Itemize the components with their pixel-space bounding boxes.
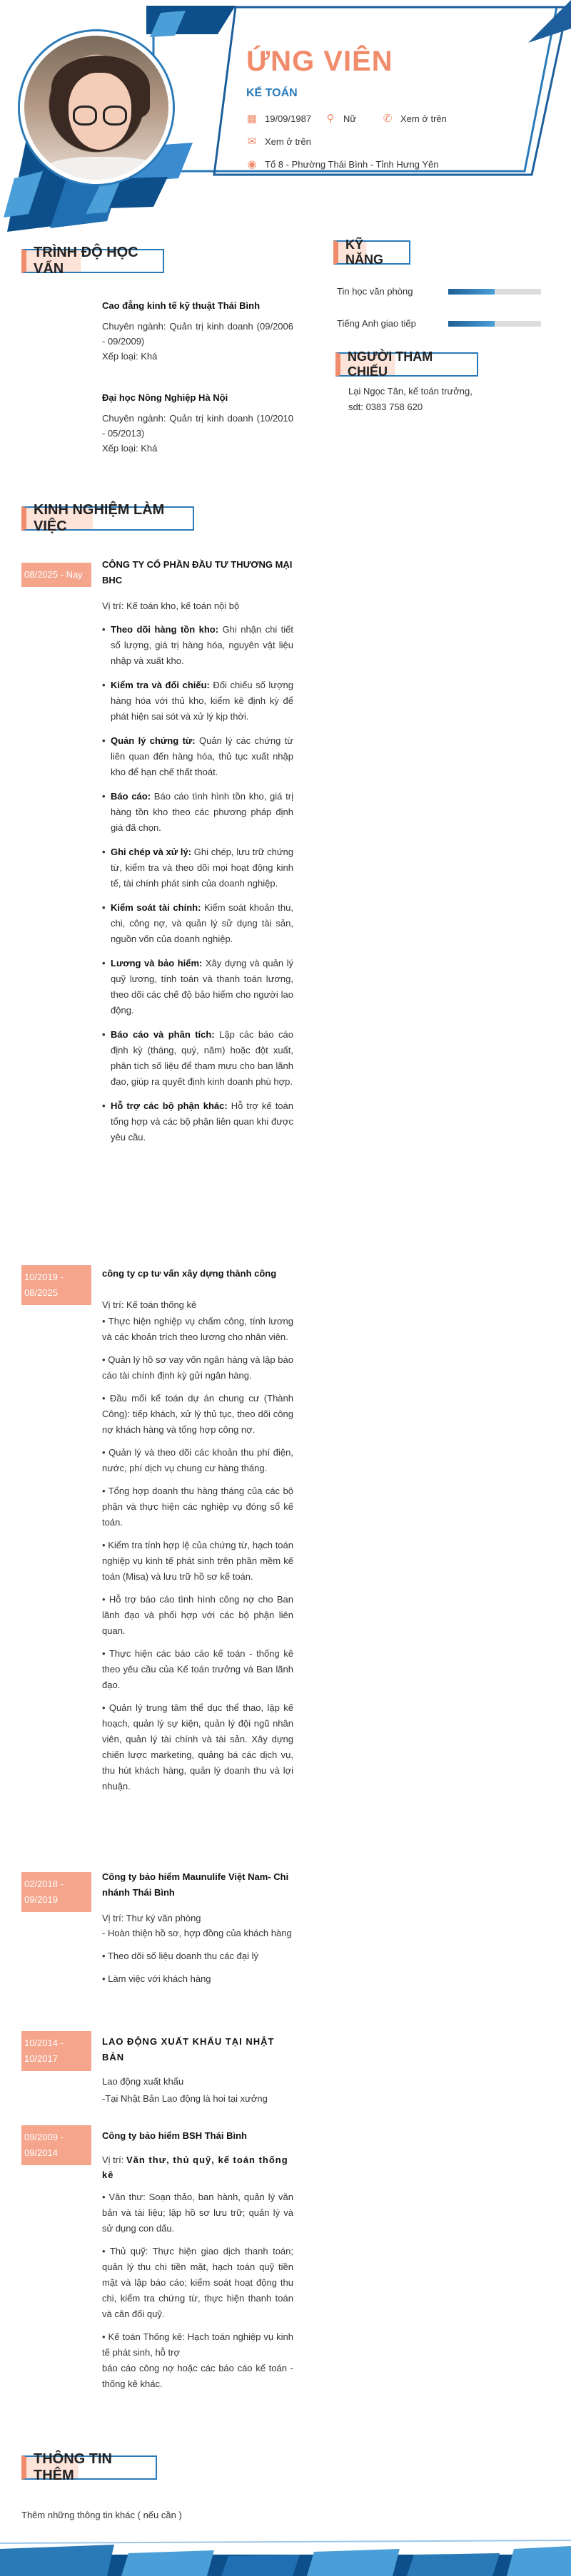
calendar-icon: ▦ [246,112,258,125]
job-entry [102,2128,293,2392]
skill-name: Tiếng Anh giao tiếp [337,318,416,329]
job-line: Lao động xuất khẩu [102,2076,184,2087]
education-title: TRÌNH ĐỘ HỌC VẤN [21,249,164,273]
duty-item: • Lương và bảo hiểm: Xây dựng và quản lý quỹ lương, tính toán và thanh toán lương, theo dõi các chế độ bảo hiểm cho người lao động. [102,956,293,1018]
duty-item: • Ghi chép và xử lý: Ghi chép, lưu trữ chứng từ, kiểm tra và theo dõi mọi hoạt động kinh tế, tài chính phát sinh của doanh nghiệp. [102,844,293,891]
cv-header [0,0,571,235]
job-position: Vị trí: Kế toán thống kê [102,1299,197,1310]
job-line: • Kiểm tra tính hợp lệ của chứng từ, hạch toán nghiệp vụ kinh tế phát sinh trên phần mềm kế toán (Misa) và lưu trữ hồ sơ kế toán. [102,1540,293,1582]
school-major: Chuyên ngành: Quản trị kinh doanh (10/2010 - 05/2013) [102,413,293,439]
job-line: • Làm việc với khách hàng [102,1973,211,1984]
job-entry [102,2034,293,2107]
duty-item: • Báo cáo và phân tích: Lập các báo cáo định kỳ (tháng, quý, năm) hoặc đột xuất, phân tích số liệu để tham mưu cho ban lãnh đạo, giúp ra quyết định kinh doanh phù hợp. [102,1027,293,1090]
gender-text: Nữ [343,113,357,124]
job-line: • Kế toán Thống kê: Hạch toán nghiệp vụ kinh tế phát sinh, hỗ trợ [102,2331,293,2358]
job-line: • Tổng hợp doanh thu hàng tháng của các bộ phận và thực hiện các nghiệp vụ đóng sổ kế toán. [102,1486,293,1528]
phone-text: Xem ở trên [400,113,447,124]
job-line: • Thực hiện các báo cáo kế toán - thống kê theo yêu cầu của Kế toán trưởng và Ban lãnh đạo. [102,1648,293,1690]
skill-name: Tin học văn phòng [337,286,413,297]
experience-title: KINH NGHIỆM LÀM VIỆC [21,506,194,531]
school-grade: Xếp loại: Khá [102,443,158,454]
reference-line: sdt: 0383 758 620 [348,402,423,412]
reference-line: Lại Ngọc Tân, kế toán trưởng, [348,386,473,397]
duty-item: • Theo dõi hàng tồn kho: Ghi nhận chi tiết số lượng, giá trị hàng hóa, nguyên vật liệu nhập và xuất kho. [102,622,293,669]
job-line: • Đầu mối kế toán dự án chung cư (Thành Công): tiếp khách, xử lý thủ tục, theo dõi công nợ khách hàng và tổng hợp công nợ. [102,1393,293,1435]
gender-row [325,113,356,124]
phone-row [382,113,447,124]
education-item [102,298,293,364]
school-grade: Xếp loại: Khá [102,351,158,362]
email-icon: ✉ [247,135,257,148]
email-text: Xem ở trên [265,136,311,147]
footer-decoration [0,2539,571,2576]
job-date: 09/2009 - 09/2014 [21,2125,91,2165]
reference-text [348,384,520,415]
job-company: công ty cp tư vấn xây dựng thành công [102,1268,277,1279]
skill-bar-fill [448,321,495,327]
skill-bar-fill [448,289,495,295]
address-row [246,158,438,170]
school-name: Cao đẳng kinh tế kỹ thuật Thái Bình [102,300,261,311]
phone-icon: ✆ [383,112,393,125]
duty-item: • Báo cáo: Báo cáo tình hình tồn kho, giá trị hàng tồn kho theo các phương pháp định giá đã chọn. [102,789,293,836]
job-date: 02/2018 - 09/2019 [21,1872,91,1912]
job-entry [102,1266,293,1794]
reference-title: NGƯỜI THAM CHIẾU [335,352,478,377]
job-entry [102,557,293,1145]
job-position: Vị trí: Kế toán kho, kế toán nội bộ [102,600,240,611]
job-line: • Văn thư: Soạn thảo, ban hành, quản lý văn bản và tài liệu; lập hồ sơ lưu trữ; quản lý và sử dụng con dấu. [102,2192,293,2234]
job-company: LAO ĐỘNG XUẤT KHẨU TẠI NHẬT BẢN [102,2036,275,2063]
location-icon: ◉ [247,158,257,170]
other-title: THÔNG TIN THÊM [21,2455,157,2480]
job-date: 08/2025 - Nay [21,563,91,587]
job-entry [102,1869,293,1987]
job-line: - Hoàn thiện hồ sơ, hợp đồng của khách hàng [102,1928,292,1938]
other-text: Thêm những thông tin khác ( nếu cần ) [21,2510,182,2520]
candidate-name: ỨNG VIÊN [246,46,393,77]
skill-bar [448,289,541,295]
job-line: • Quản lý và theo dõi các khoản thu phí điện, nước, phí dịch vụ chung cư hàng tháng. [102,1447,293,1473]
skills-title: KỸ NĂNG [333,240,410,265]
job-date: 10/2019 - 08/2025 [21,1265,91,1305]
job-line: báo cáo công nợ hoặc các báo cáo kế toán - thống kê khác. [102,2363,293,2389]
job-company: CÔNG TY CỔ PHẦN ĐẦU TƯ THƯƠNG MẠI BHC [102,559,293,586]
duty-item: • Kiểm tra và đối chiếu: Đối chiếu số lượng hàng hóa với thủ kho, kiểm kê định kỳ để phát hiện sai sót và xử lý kịp thời. [102,678,293,725]
gender-icon: ⚲ [326,112,335,125]
skill-bar [448,321,541,327]
job-line: • Quản lý hồ sơ vay vốn ngân hàng và lập báo cáo tài chính định kỳ gửi ngân hàng. [102,1354,293,1381]
job-line: • Thủ quỹ: Thực hiện giao dịch thanh toán; quản lý thu chi tiền mặt, hạch toán quỹ tiền mặt và lập báo cáo; kiểm soát hoạt động thu chi, kiểm tra chứng từ, thực hiện thanh toán và cân đối quỹ. [102,2246,293,2319]
school-major: Chuyên ngành: Quản trị kinh doanh (09/2006 - 09/2009) [102,321,293,347]
duty-item: • Kiểm soát tài chính: Kiểm soát khoản thu, chi, công nợ, và quản lý sử dụng tài sản, nguồn vốn của doanh nghiệp. [102,900,293,947]
job-line: • Quản lý trung tâm thể dục thể thao, lập kế hoạch, quản lý sự kiện, quản lý đội ngũ nhân viên, quản lý tài chính và tài sản. Xây dựng chiến lược marketing, quảng bá các dịch vụ, thu hút khách hàng, quản lý doanh thu và lợi nhuận. [102,1702,293,1792]
job-line: • Hỗ trợ báo cáo tình hình công nợ cho Ban lãnh đạo và phối hợp với các bộ phận liên quan. [102,1594,293,1636]
birthday-row [246,113,311,124]
job-line: • Thực hiện nghiệp vụ chấm công, tính lương và các khoản trích theo lương cho nhân viên. [102,1316,293,1342]
job-date: 10/2014 - 10/2017 [21,2031,91,2071]
job-position: Vị trí: Thư ký văn phòng [102,1913,201,1923]
avatar [20,31,173,184]
job-company: Công ty bảo hiểm Maunulife Việt Nam- Chi nhánh Thái Bình [102,1871,289,1898]
education-item [102,390,293,456]
duty-item: • Hỗ trợ các bộ phận khác: Hỗ trợ kế toán tổng hợp và các bộ phận liên quan khi được yêu cầu. [102,1098,293,1145]
address-text: Tổ 8 - Phường Thái Bình - Tỉnh Hưng Yên [265,158,439,170]
email-row [246,136,311,147]
job-position: Vị trí: Văn thư, thủ quỹ, kế toán thống kê [102,2155,288,2180]
job-company: Công ty bảo hiểm BSH Thái Bình [102,2130,247,2141]
school-name: Đại học Nông Nghiệp Hà Nội [102,392,228,403]
candidate-role: KẾ TOÁN [246,87,298,99]
job-duties [102,622,293,1145]
birthday-text: 19/09/1987 [265,113,312,124]
job-line: -Tại Nhật Bản Lao động là hoi tại xưởng [102,2093,268,2104]
job-line: • Theo dõi số liệu doanh thu các đại lý [102,1951,258,1961]
duty-item: • Quản lý chứng từ: Quản lý các chứng từ liên quan đến hàng hóa, thủ tục xuất nhập kho để hạn chế thất thoát. [102,733,293,780]
